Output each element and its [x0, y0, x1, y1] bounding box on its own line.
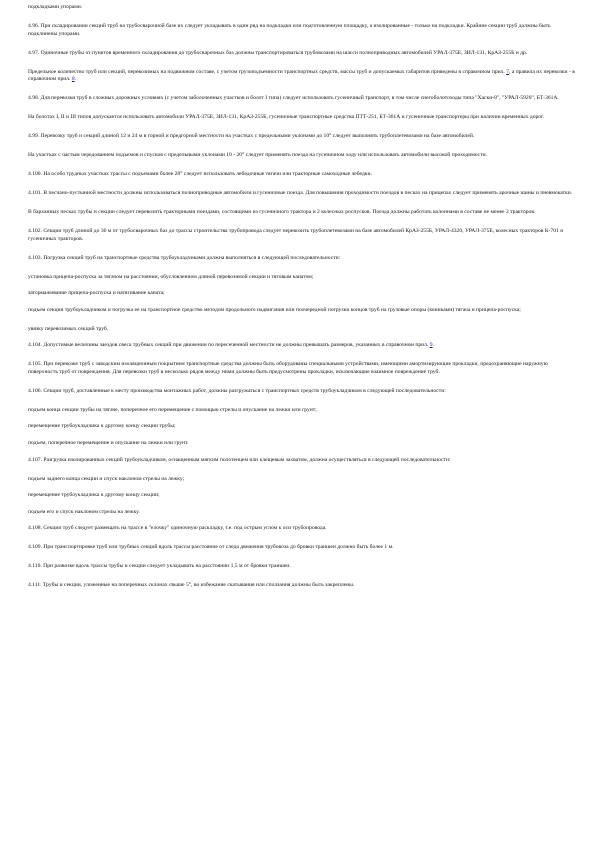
paragraph-text: На участках с частым чередованием подъемов и спусков с предельными уклонами 10 - 20° следует применять поезда на гусеничном ходу или использовать автомобили высокой проходимости. [28, 152, 487, 159]
paragraph-text: В барханных песках трубы и секции следует перевозить тракторными поездами, состоящими из гусеничного трактора и 2 колесных роспусков. Поезда должны работать колоннами в составе не менее 2 тракторов. [28, 209, 536, 216]
paragraph [28, 326, 579, 334]
appendix-link[interactable]: 9 [429, 342, 433, 349]
paragraph [28, 492, 579, 500]
paragraph-text-tail: . [432, 342, 434, 349]
paragraph-text: перемещение трубоукладчика к другому концу секции трубы; [28, 423, 176, 430]
paragraph-text: 4.105. При перевозке труб с заводским изоляционным покрытием транспортные средства должны быть оборудованы специальными устройствами, имеющими амортизирующие прокладки, предохраняющие наружную поверхность труб от повреждения. Для перевозки труб в несколько рядов между ними должны быть предусмотрены прокладки, исключающие взаимное повреждение труб. [28, 361, 548, 375]
paragraph-text: 4.99. Перевозку труб и секций длиной 12 и 24 м в горной и предгорной местности на участках с предельными уклонами до 10° следует выполнять трубоплетевозами на базе автомобилей. [28, 133, 475, 140]
paragraph [28, 509, 579, 517]
paragraph [28, 95, 579, 103]
paragraph [28, 209, 579, 217]
paragraph-text: увязку перевозимых секций труб. [28, 325, 109, 332]
paragraph-text: 4.108. Секции труб следует размещать на трассе в "елочку" одиночную раскладку, т.е. под острым углом к оси трубопровода. [28, 525, 327, 532]
appendix-link[interactable]: 7 [506, 68, 510, 75]
paragraph [28, 255, 579, 263]
paragraph [28, 133, 579, 141]
paragraph-text: 4.97. Одиночные трубы от пунктов временного складирования до трубосварочных баз должны транспортироваться трубовозами на шасси полноприводных автомобилей УРАЛ-375Е, ЗИЛ-131, КрАЗ-255Б и др. [28, 49, 528, 56]
paragraph [28, 407, 579, 415]
paragraph-text: 4.104. Допустимые величины заездов свеса трубных секций при движении по пересеченной местности не должны превышать размеров, указанных в справочном прил. [28, 342, 430, 349]
paragraph [28, 544, 579, 552]
paragraph [28, 342, 579, 350]
paragraph [28, 307, 579, 315]
paragraph-text: подкладками упорами. [28, 4, 83, 10]
paragraph-text: 4.110. При развозке вдоль трассы трубы и секции следует укладывать на расстоянии 1,5 м от бровки траншеи. [28, 563, 291, 570]
paragraph [28, 388, 579, 396]
paragraph [28, 152, 579, 160]
paragraph-text: подъем конца секции трубы на тягаче, поперечное его перемещение с помощью стрелы и опускание на лежки или грунт; [28, 406, 317, 413]
paragraph [28, 114, 579, 122]
paragraph-text: 4.109. При транспортировке труб или трубных секций вдоль трассы расстояние от следа движения трубовоза до бровки траншеи должно быть более 1 м. [28, 544, 394, 551]
paragraph-text: 4.103. Погрузка секций труб на транспортные средства трубоукладчиками должна выполняться в следующей последовательности: [28, 254, 341, 261]
paragraph [28, 440, 579, 448]
paragraph-text: 4.101. В песчано-пустынной местности должны использоваться полноприводные автомобили и гусеничные поезда. Для повышения проходимости поездов в песках на прицепах следует применять арочные шины и пневмокатки. [28, 190, 573, 197]
paragraph [28, 274, 579, 282]
paragraph [28, 423, 579, 431]
paragraph-text: подъем секции трубоукладчиком и погрузка ее на транспортное средство методом продольного надвигания или поочередной погрузки концов труб на грузовые опоры (кониками) тягача и прицепа-роспуска; [28, 306, 521, 313]
paragraph-text: установка прицепа-роспуска за тягачом на расстоянии, обусловленном длиной перевозимой секции и тяговым канатом; [28, 273, 314, 280]
paragraph [28, 361, 579, 376]
paragraph [28, 23, 579, 38]
paragraph [28, 525, 579, 533]
paragraph-text: подъем его и спуск наклоном стрелы на лежку. [28, 508, 140, 515]
paragraph [28, 50, 579, 58]
paragraph [28, 476, 579, 484]
paragraph-text: 4.106. Секции труб, доставленные к месту производства монтажных работ, должны разгружаться с транспортных средств трубоукладчиком в следующей последовательности: [28, 387, 446, 394]
paragraph-text-tail: , а правила их перевозки - в справочном прил. [28, 68, 575, 83]
paragraph-text: 4.107. Разгрузка изолированных секций трубоукладчиком, оснащенным мягким полотенцем или клещевым захватом, должна осуществляться в следующей последовательности: [28, 456, 451, 463]
paragraph [28, 69, 579, 84]
paragraph-text: подъем заднего конца секции и спуск наклоном стрелы на лежку; [28, 475, 185, 482]
paragraph [28, 4, 579, 12]
paragraph-text: затормаживание прицепа-роспуска и натягивание каната; [28, 290, 165, 297]
paragraph [28, 457, 579, 465]
paragraph [28, 563, 579, 571]
paragraph-text: На болотах I, II и III типов допускается использовать автомобили УРАЛ-375Е, ЗИЛ-131, КрАЗ-255Б, гусеничные транспортные средства ПТТ-251, БТ-361А и гусеничные транспортеры при наличии временных дорог. [28, 114, 545, 121]
paragraph [28, 171, 579, 179]
paragraph-text: Предельное количество труб или секций, перевозимых на подвижном составе, с учетом грузоподъемности транспортных средств, массы труб и допускаемых габаритов приведены в справочном прил. [28, 68, 507, 75]
paragraph-text: 4.100. На особо трудных участках трассы с подъемами более 20° следует использовать лебедочные тягачи или тракторные самоходные лебедки. [28, 171, 372, 178]
paragraph-text: 4.98. Для перевозки труб в сложных дорожных условиях (с учетом заболоченных участков и болот I типа) следует использовать гусеничный транспорт, в том числе снегоболотоходы типа "Хаски-8", "УРАЛ-5920", БТ-361А. [28, 95, 559, 102]
paragraph [28, 582, 579, 590]
appendix-link[interactable]: 8 [71, 76, 75, 83]
paragraph [28, 228, 579, 243]
paragraph-text: 4.96. При складировании секций труб на трубосварочной базе их следует укладывать в один ряд на подкладки или подготовленную площадку, а изолированные - только на подкладки. Крайние секции труб должны быть подклинены упорами. [28, 22, 551, 37]
paragraph-text-tail: . [74, 76, 77, 83]
paragraph-text: подъем, поперечное перемещение и опускание на лежки или грунт. [28, 440, 189, 447]
paragraph-text: 4.111. Трубы и секции, уложенные на поперечных склонах свыше 5°, во избежание скатывания или сползания должны быть закреплены. [28, 582, 355, 589]
paragraph-text: 4.102. Секции труб длиной до 36 м от трубосварочных баз до трассы строительства трубопровода следует перевозить трубоплетевозами на базе автомобилей КрАЗ-255Б, УРАЛ-4320, УРАЛ-375Е, колесных тракторов К-701 и гусеничных тракторов. [28, 228, 564, 242]
paragraph-text: перемещение трубоукладчика к другому концу секции; [28, 492, 160, 499]
paragraph [28, 190, 579, 198]
paragraph [28, 290, 579, 298]
